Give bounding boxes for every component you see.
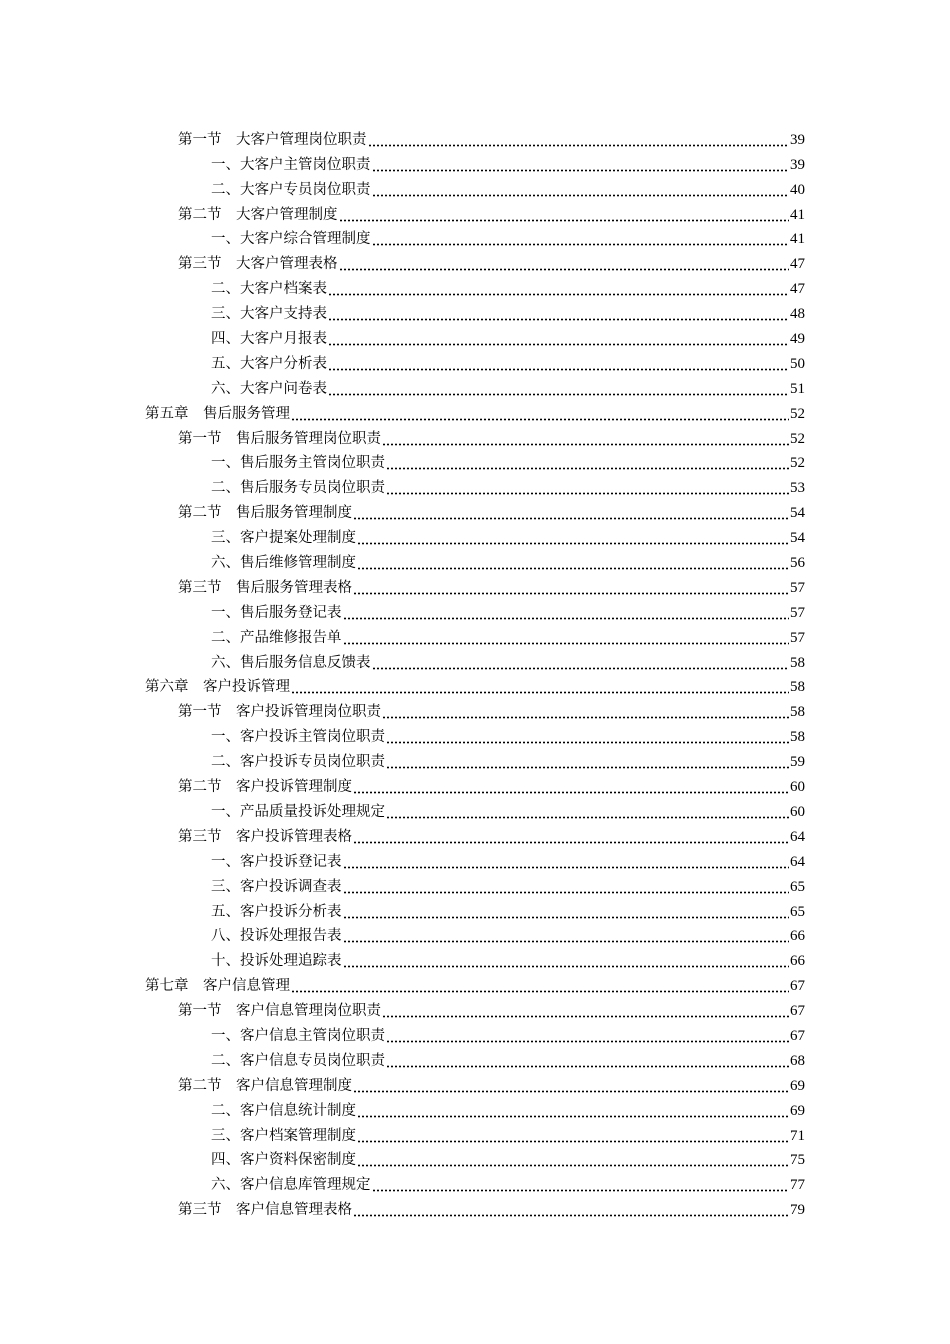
toc-entry-title: 第二节 大客户管理制度 — [178, 206, 338, 223]
toc-page-number: 50 — [790, 355, 805, 372]
toc-dot-leader — [291, 678, 789, 696]
toc-entry-title: 一、客户信息主管岗位职责 — [211, 1027, 385, 1044]
toc-dot-leader — [353, 504, 789, 522]
toc-page-number: 41 — [790, 206, 805, 223]
toc-dot-leader — [386, 753, 789, 771]
toc-page-number: 57 — [790, 629, 805, 646]
toc-dot-leader — [353, 778, 789, 796]
toc-dot-leader — [357, 1151, 789, 1169]
toc-dot-leader — [339, 206, 790, 224]
toc-entry-title: 六、客户信息库管理规定 — [211, 1177, 371, 1194]
toc-page-number: 56 — [790, 555, 805, 572]
toc-entry[interactable] — [0, 224, 950, 249]
toc-page-number: 58 — [790, 729, 805, 746]
toc-page-number: 52 — [790, 430, 805, 447]
toc-entry-title: 第三节 售后服务管理表格 — [178, 579, 352, 596]
toc-page-number: 58 — [790, 654, 805, 671]
toc-page-number: 67 — [790, 1003, 805, 1020]
toc-dot-leader — [291, 977, 789, 995]
toc-entry[interactable] — [0, 1169, 950, 1194]
toc-entry-title: 三、客户提案处理制度 — [211, 530, 356, 547]
toc-page-number: 58 — [790, 704, 805, 721]
toc-entry[interactable] — [0, 871, 950, 896]
toc-entry[interactable] — [0, 846, 950, 871]
toc-entry[interactable] — [0, 771, 950, 796]
toc-entry-title: 五、客户投诉分析表 — [211, 903, 342, 920]
toc-dot-leader — [372, 230, 790, 248]
toc-entry[interactable] — [0, 945, 950, 970]
toc-dot-leader — [386, 1027, 789, 1045]
toc-page-number: 75 — [790, 1152, 805, 1169]
toc-entry-title: 六、售后维修管理制度 — [211, 555, 356, 572]
toc-page-number: 54 — [790, 530, 805, 547]
toc-dot-leader — [357, 554, 789, 572]
toc-entry-title: 二、大客户档案表 — [211, 281, 327, 298]
toc-entry-title: 一、售后服务主管岗位职责 — [211, 455, 385, 472]
toc-entry-title: 二、客户信息专员岗位职责 — [211, 1052, 385, 1069]
toc-entry[interactable] — [0, 721, 950, 746]
toc-entry-title: 五、大客户分析表 — [211, 355, 327, 372]
toc-page-number: 71 — [790, 1127, 805, 1144]
toc-page-number: 49 — [790, 331, 805, 348]
toc-entry[interactable] — [0, 746, 950, 771]
toc-dot-leader — [343, 629, 790, 647]
toc-entry[interactable] — [0, 348, 950, 373]
toc-entry[interactable] — [0, 696, 950, 721]
toc-entry[interactable] — [0, 647, 950, 672]
toc-page-number: 52 — [790, 405, 805, 422]
toc-entry-title: 二、售后服务专员岗位职责 — [211, 480, 385, 497]
toc-entry[interactable] — [0, 672, 950, 697]
toc-dot-leader — [372, 181, 790, 199]
toc-dot-leader — [353, 1201, 789, 1219]
toc-entry[interactable] — [0, 995, 950, 1020]
toc-entry[interactable] — [0, 1194, 950, 1219]
toc-dot-leader — [343, 952, 790, 970]
toc-entry[interactable] — [0, 398, 950, 423]
toc-page-number: 67 — [790, 1027, 805, 1044]
toc-page-number: 65 — [790, 903, 805, 920]
toc-entry-title: 一、产品质量投诉处理规定 — [211, 803, 385, 820]
toc-page-number: 64 — [790, 853, 805, 870]
toc-dot-leader — [382, 1002, 789, 1020]
toc-page-number: 79 — [790, 1202, 805, 1219]
toc-entry[interactable] — [0, 273, 950, 298]
toc-dot-leader — [328, 355, 789, 373]
toc-page-number: 57 — [790, 579, 805, 596]
toc-dot-leader — [372, 156, 790, 174]
toc-page-number: 60 — [790, 803, 805, 820]
toc-page-number: 64 — [790, 828, 805, 845]
toc-dot-leader — [357, 529, 789, 547]
toc-entry-title: 二、产品维修报告单 — [211, 629, 342, 646]
toc-dot-leader — [343, 878, 790, 896]
toc-dot-leader — [291, 405, 789, 423]
toc-entry[interactable] — [0, 597, 950, 622]
toc-dot-leader — [339, 255, 790, 273]
toc-entry-title: 二、客户投诉专员岗位职责 — [211, 754, 385, 771]
toc-entry-title: 三、大客户支持表 — [211, 306, 327, 323]
toc-dot-leader — [343, 927, 790, 945]
toc-entry[interactable] — [0, 448, 950, 473]
toc-entry[interactable] — [0, 1070, 950, 1095]
toc-entry-title: 三、客户档案管理制度 — [211, 1127, 356, 1144]
toc-page-number: 65 — [790, 878, 805, 895]
toc-page-number: 69 — [790, 1102, 805, 1119]
toc-page-number: 39 — [790, 131, 805, 148]
toc-page-number: 47 — [790, 281, 805, 298]
toc-dot-leader — [386, 479, 789, 497]
toc-dot-leader — [386, 728, 789, 746]
toc-page-number: 77 — [790, 1177, 805, 1194]
toc-dot-leader — [386, 1052, 789, 1070]
toc-page-number: 69 — [790, 1077, 805, 1094]
toc-entry[interactable] — [0, 298, 950, 323]
toc-page-number: 48 — [790, 306, 805, 323]
toc-page-number: 67 — [790, 978, 805, 995]
table-of-contents — [0, 124, 950, 1219]
toc-entry[interactable] — [0, 423, 950, 448]
toc-dot-leader — [386, 454, 789, 472]
toc-page-number: 58 — [790, 679, 805, 696]
toc-dot-leader — [328, 280, 789, 298]
toc-entry[interactable] — [0, 248, 950, 273]
toc-page-number: 51 — [790, 380, 805, 397]
toc-entry[interactable] — [0, 323, 950, 348]
toc-dot-leader — [343, 903, 790, 921]
toc-dot-leader — [328, 305, 789, 323]
toc-entry[interactable] — [0, 1045, 950, 1070]
toc-entry[interactable] — [0, 149, 950, 174]
toc-entry-title: 第一节 售后服务管理岗位职责 — [178, 430, 381, 447]
toc-entry-title: 三、客户投诉调查表 — [211, 878, 342, 895]
toc-entry-title: 第一节 客户投诉管理岗位职责 — [178, 704, 381, 721]
toc-page-number: 47 — [790, 256, 805, 273]
toc-dot-leader — [372, 654, 790, 672]
toc-entry[interactable] — [0, 622, 950, 647]
toc-entry-title: 第七章 客户信息管理 — [145, 978, 290, 995]
toc-dot-leader — [353, 579, 789, 597]
toc-entry[interactable] — [0, 547, 950, 572]
toc-entry-title: 第三节 客户投诉管理表格 — [178, 828, 352, 845]
toc-entry-title: 六、大客户问卷表 — [211, 380, 327, 397]
toc-entry-title: 八、投诉处理报告表 — [211, 928, 342, 945]
toc-entry-title: 第二节 客户信息管理制度 — [178, 1077, 352, 1094]
toc-entry-title: 一、售后服务登记表 — [211, 604, 342, 621]
toc-entry-title: 第三节 大客户管理表格 — [178, 256, 338, 273]
toc-dot-leader — [343, 604, 790, 622]
toc-entry[interactable] — [0, 522, 950, 547]
toc-dot-leader — [353, 828, 789, 846]
toc-page-number: 66 — [790, 928, 805, 945]
toc-entry[interactable] — [0, 1120, 950, 1145]
toc-entry[interactable] — [0, 572, 950, 597]
toc-dot-leader — [368, 131, 790, 149]
toc-entry[interactable] — [0, 199, 950, 224]
toc-dot-leader — [328, 330, 789, 348]
toc-dot-leader — [357, 1102, 789, 1120]
toc-entry[interactable] — [0, 174, 950, 199]
toc-dot-leader — [372, 1176, 790, 1194]
toc-entry-title: 一、大客户综合管理制度 — [211, 231, 371, 248]
toc-dot-leader — [357, 1127, 789, 1145]
toc-dot-leader — [382, 703, 789, 721]
toc-entry[interactable] — [0, 1020, 950, 1045]
toc-page-number: 60 — [790, 779, 805, 796]
toc-entry-title: 一、大客户主管岗位职责 — [211, 156, 371, 173]
toc-page-number: 52 — [790, 455, 805, 472]
toc-entry-title: 第二节 客户投诉管理制度 — [178, 779, 352, 796]
toc-page-number: 57 — [790, 604, 805, 621]
toc-entry[interactable] — [0, 472, 950, 497]
toc-entry-title: 一、客户投诉主管岗位职责 — [211, 729, 385, 746]
toc-dot-leader — [382, 430, 789, 448]
toc-entry-title: 第五章 售后服务管理 — [145, 405, 290, 422]
toc-entry[interactable] — [0, 1095, 950, 1120]
toc-entry[interactable] — [0, 373, 950, 398]
toc-entry[interactable] — [0, 896, 950, 921]
toc-entry-title: 一、客户投诉登记表 — [211, 853, 342, 870]
toc-dot-leader — [386, 803, 789, 821]
toc-entry[interactable] — [0, 124, 950, 149]
toc-entry-title: 第一节 客户信息管理岗位职责 — [178, 1003, 381, 1020]
toc-entry-title: 四、大客户月报表 — [211, 331, 327, 348]
toc-entry-title: 十、投诉处理追踪表 — [211, 953, 342, 970]
toc-entry-title: 第六章 客户投诉管理 — [145, 679, 290, 696]
toc-entry[interactable] — [0, 970, 950, 995]
toc-page-number: 54 — [790, 505, 805, 522]
toc-entry[interactable] — [0, 497, 950, 522]
toc-entry-title: 二、客户信息统计制度 — [211, 1102, 356, 1119]
toc-page-number: 41 — [790, 231, 805, 248]
toc-entry-title: 第二节 售后服务管理制度 — [178, 505, 352, 522]
toc-dot-leader — [353, 1077, 789, 1095]
toc-dot-leader — [328, 380, 789, 398]
toc-page-number: 53 — [790, 480, 805, 497]
toc-entry-title: 六、售后服务信息反馈表 — [211, 654, 371, 671]
toc-page-number: 66 — [790, 953, 805, 970]
toc-entry[interactable] — [0, 796, 950, 821]
toc-entry[interactable] — [0, 821, 950, 846]
toc-dot-leader — [343, 853, 790, 871]
toc-page-number: 40 — [790, 181, 805, 198]
toc-entry[interactable] — [0, 1145, 950, 1170]
toc-page-number: 39 — [790, 156, 805, 173]
toc-page-number: 68 — [790, 1052, 805, 1069]
toc-entry-title: 第一节 大客户管理岗位职责 — [178, 131, 367, 148]
toc-page-number: 59 — [790, 754, 805, 771]
toc-entry-title: 二、大客户专员岗位职责 — [211, 181, 371, 198]
toc-entry-title: 第三节 客户信息管理表格 — [178, 1202, 352, 1219]
toc-entry-title: 四、客户资料保密制度 — [211, 1152, 356, 1169]
toc-entry[interactable] — [0, 921, 950, 946]
